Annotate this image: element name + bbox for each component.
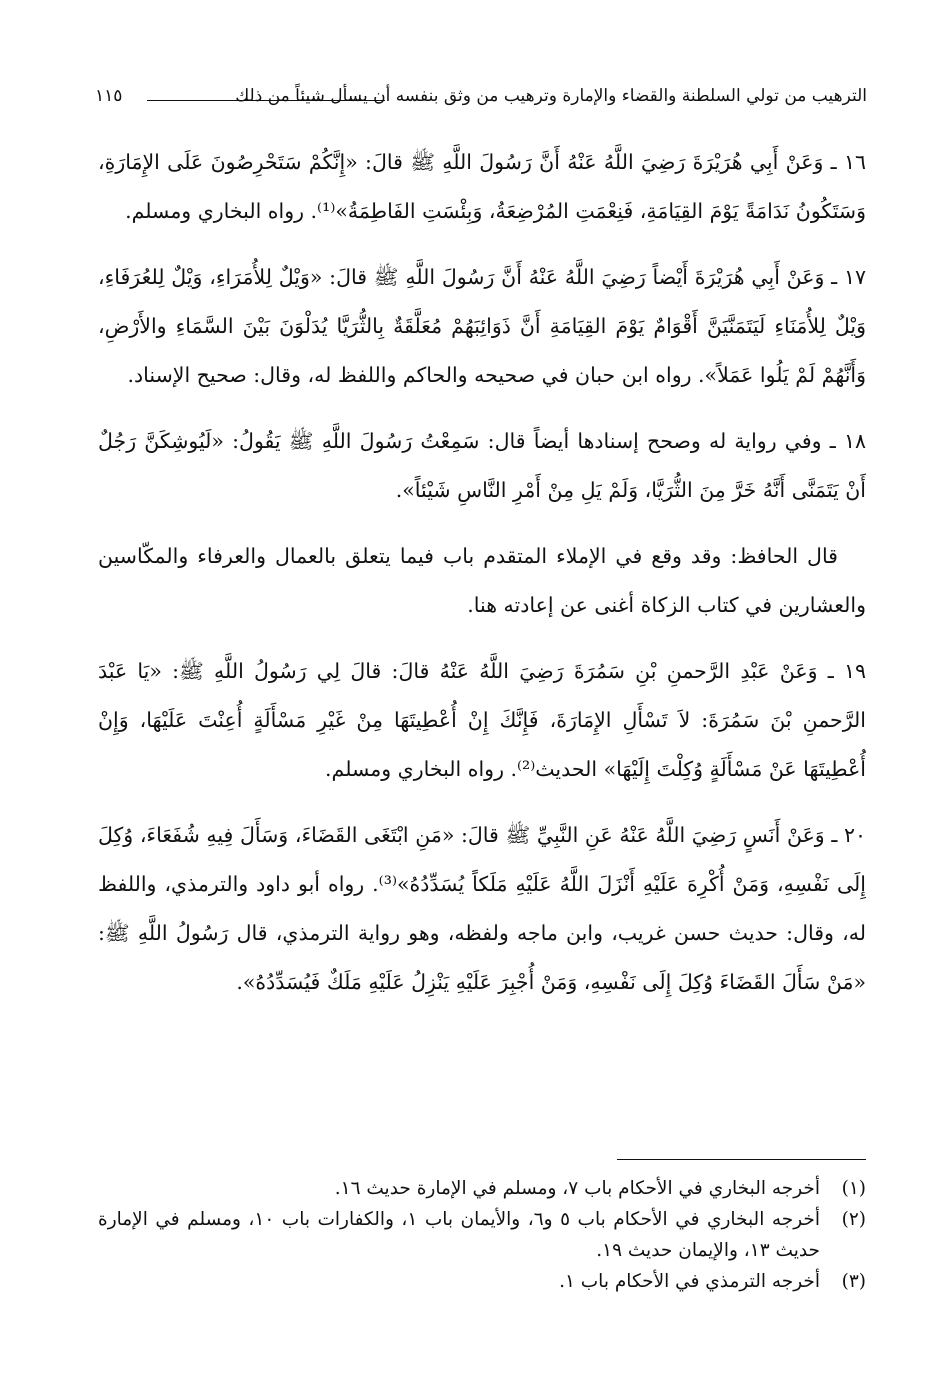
footnote-text: أخرجه البخاري في الأحكام باب ٧، ومسلم في الإمارة حديث ١٦. [334, 1178, 820, 1199]
footnote-number: (٢) [841, 1209, 866, 1230]
hadith-19: ١٩ ـ وَعَنْ عَبْدِ الرَّحمنِ بْنِ سَمُرَةَ رَضِيَ اللَّهُ عَنْهُ قالَ: قالَ لِي رَسُولُ اللَّهِ ﷺ: «يَا عَبْدَ الرَّحمنِ بْنَ سَمُرَةَ: لاَ تَسْأَلِ الإِمَارَةَ، فَإِنَّكَ إِنْ أُعْطِيتَهَا مِنْ غَيْرِ مَسْأَلَةٍ أُعِنْتَ عَلَيْهَا، وَإِنْ أُعْطِيتَهَا عَنْ مَسْأَلَةٍ وُكِلْتَ إِلَيْهَا» الحديث⁽²⁾. رواه البخاري ومسلم. [98, 659, 866, 781]
running-title: الترهيب من تولي السلطنة والقضاء والإمارة وترهيب من وثق بنفسه أن يسأل شيئاً من ذلك [235, 86, 867, 106]
footnote-separator [617, 1159, 866, 1160]
footnote-item [98, 1204, 866, 1266]
footnote-item [98, 1266, 866, 1297]
hadith-17: ١٧ ـ وَعَنْ أَبِي هُرَيْرَةَ أَيْضاً رَضِيَ اللَّهُ عَنْهُ أَنَّ رَسُولَ اللَّهِ ﷺ قالَ: «وَيْلٌ لِلأُمَرَاءِ، وَيْلٌ لِلعُرَفَاءِ، وَيْلٌ لِلأُمَنَاءِ لَيَتَمَنَّيَنَّ أَقْوَامٌ يَوْمَ القِيَامَةِ أَنَّ ذَوَائِبَهُمْ مُعَلَّقَةٌ بِالثُّرَيَّا يُدَلْوَنَ بَيْنَ السَّمَاءِ والأَرْضِ، وَأَنَّهُمْ لَمْ يَلُوا عَمَلاً». رواه ابن حبان في صحيحه والحاكم واللفظ له، وقال: صحيح الإسناد. [98, 265, 866, 387]
hadith-16: ١٦ ـ وَعَنْ أَبِي هُرَيْرَةَ رَضِيَ اللَّهُ عَنْهُ أَنَّ رَسُولَ اللَّهِ ﷺ قالَ: «إِنَّكُمْ سَتَحْرِصُونَ عَلَى الإِمَارَةِ، وَسَتَكُونُ نَدَامَةً يَوْمَ القِيَامَةِ، فَنِعْمَتِ المُرْضِعَةُ، وَبِئْسَتِ الفَاطِمَةُ»⁽¹⁾. رواه البخاري ومسلم. [98, 150, 866, 223]
main-text [98, 138, 866, 1024]
footnote-text: أخرجه الترمذي في الأحكام باب ١. [559, 1271, 820, 1292]
running-header [95, 84, 867, 108]
footnote-number: (٣) [841, 1271, 866, 1292]
footnote-number: (١) [841, 1178, 866, 1199]
hafiz-note: قال الحافظ: وقد وقع في الإملاء المتقدم باب فيما يتعلق بالعمال والعرفاء والمكّاسين والعشارين في كتاب الزكاة أغنى عن إعادته هنا. [98, 544, 866, 617]
header-rule [147, 100, 385, 101]
hadith-20: ٢٠ ـ وَعَنْ أَنَسٍ رَضِيَ اللَّهُ عَنْهُ عَنِ النَّبِيِّ ﷺ قالَ: «مَنِ ابْتَغَى القَضَاءَ، وَسَأَلَ فِيهِ شُفَعَاءَ، وُكِلَ إِلَى نَفْسِهِ، وَمَنْ أُكْرِهَ عَلَيْهِ أَنْزَلَ اللَّهُ عَلَيْهِ مَلَكاً يُسَدِّدُهُ»⁽³⁾. رواه أبو داود والترمذي، واللفظ له، وقال: حديث حسن غريب، وابن ماجه ولفظه، وهو رواية الترمذي، قال رَسُولُ اللَّهِ ﷺ: «مَنْ سَأَلَ القَضَاءَ وُكِلَ إِلَى نَفْسِهِ، وَمَنْ أُجْبِرَ عَلَيْهِ يَنْزِلُ عَلَيْهِ مَلَكٌ فَيُسَدِّدُهُ». [98, 823, 867, 994]
footnotes [98, 1173, 866, 1297]
page-number: ١١٥ [95, 86, 123, 106]
footnote-item [98, 1173, 866, 1204]
footnote-text: أخرجه البخاري في الأحكام باب ٥ و٦، والأيمان باب ١، والكفارات باب ١٠، ومسلم في الإمارة حديث ١٣، والإيمان حديث ١٩. [98, 1209, 820, 1261]
hadith-18: ١٨ ـ وفي رواية له وصحح إسنادها أيضاً قال: سَمِعْتُ رَسُولَ اللَّهِ ﷺ يَقُولُ: «لَيُوشِكَنَّ رَجُلٌ أَنْ يَتَمَنَّى أَنَّهُ خَرَّ مِنَ الثُّرَيَّا، وَلَمْ يَلِ مِنْ أَمْرِ النَّاسِ شَيْئاً». [98, 429, 866, 502]
